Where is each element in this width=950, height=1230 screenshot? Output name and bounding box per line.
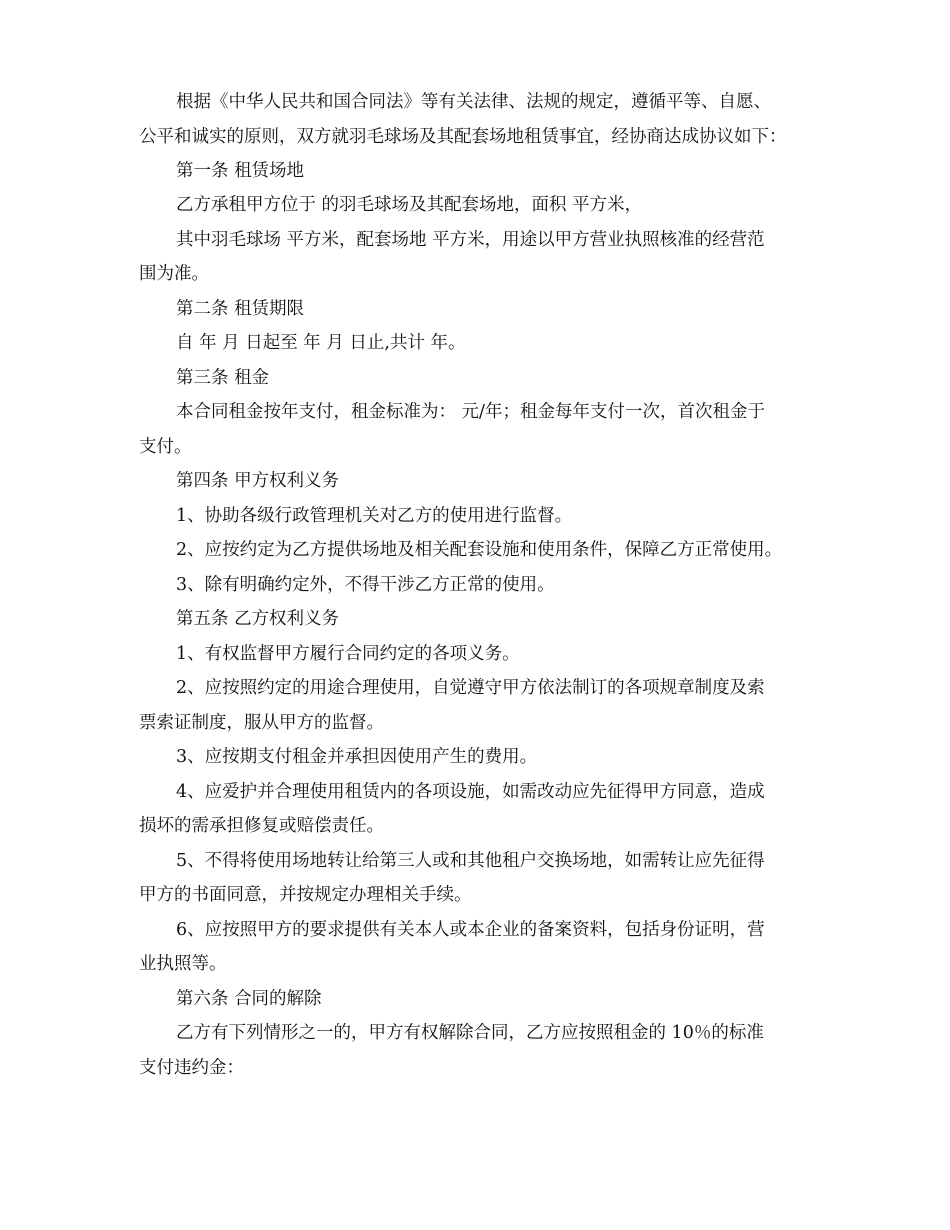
article-1-heading: 第一条 租赁场地 [176,161,305,181]
article-5-heading: 第五条 乙方权利义务 [176,609,340,629]
paragraph-14-line-0: 2、应按照约定的用途合理使用，自觉遵守甲方依法制订的各项规章制度及索 [176,678,765,698]
paragraph-20-line-0: 乙方有下列情形之一的，甲方有权解除合同，乙方应按照租金的 10％的标准 [176,1023,764,1043]
paragraph-16-line-0: 4、应爱护并合理使用租赁内的各项设施，如需改动应先征得甲方同意，造成 [176,782,765,802]
paragraph-17-line-0: 5、不得将使用场地转让给第三人或和其他租户交换场地，如需转让应先征得 [176,851,765,871]
article-6-heading: 第六条 合同的解除 [176,989,322,1009]
article-4-heading: 第四条 甲方权利义务 [176,471,340,491]
article-3-heading: 第三条 租金 [176,368,270,388]
paragraph-2-line-0: 乙方承租甲方位于 的羽毛球场及其配套场地，面积 平方米， [176,195,643,215]
paragraph-7-line-0: 本合同租金按年支付，租金标准为： 元/年；租金每年支付一次，首次租金于 [176,402,765,422]
paragraph-20-line-1: 支付违约金： [139,1058,244,1078]
paragraph-3-line-0: 其中羽毛球场 平方米，配套场地 平方米，用途以甲方营业执照核准的经营范 [176,230,765,250]
paragraph-14-line-1: 票索证制度，服从甲方的监督。 [139,713,384,733]
paragraph-15-line-0: 3、应按期支付租金并承担因使用产生的费用。 [176,747,538,767]
paragraph-10-line-0: 2、应按约定为乙方提供场地及相关配套设施和使用条件，保障乙方正常使用。 [176,540,783,560]
article-2-heading: 第二条 租赁期限 [176,299,305,319]
paragraph-7-line-1: 支付。 [139,437,192,457]
paragraph-18-line-0: 6、应按照甲方的要求提供有关本人或本企业的备案资料，包括身份证明，营 [176,920,765,940]
paragraph-17-line-1: 甲方的书面同意，并按规定办理相关手续。 [139,885,472,905]
paragraph-5-line-0: 自 年 月 日起至 年 月 日止,共计 年。 [176,333,466,353]
paragraph-13-line-0: 1、有权监督甲方履行合同约定的各项义务。 [176,644,520,664]
paragraph-9-line-0: 1、协助各级行政管理机关对乙方的使用进行监督。 [176,506,573,526]
paragraph-3-line-1: 围为准。 [139,264,209,284]
paragraph-18-line-1: 业执照等。 [139,954,227,974]
paragraph-0-line-1: 公平和诚实的原则，双方就羽毛球场及其配套场地租赁事宜，经协商达成协议如下： [139,127,787,147]
paragraph-0-line-0: 根据《中华人民共和国合同法》等有关法律、法规的规定，遵循平等、自愿、 [176,92,771,112]
paragraph-11-line-0: 3、除有明确约定外，不得干涉乙方正常的使用。 [176,575,555,595]
paragraph-16-line-1: 损坏的需承担修复或赔偿责任。 [139,816,384,836]
